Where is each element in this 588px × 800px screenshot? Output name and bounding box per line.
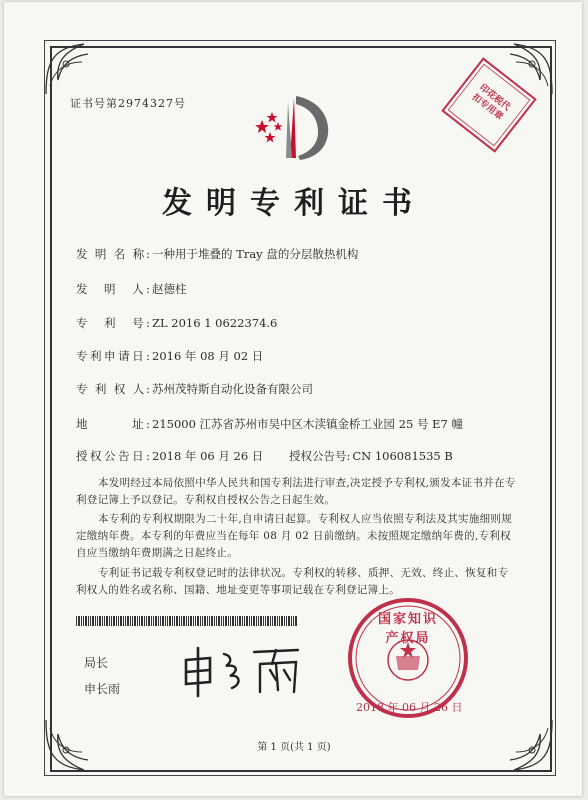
field-inventor [76, 281, 187, 297]
field-label: 专 利 权 人: [76, 382, 150, 396]
statement-paragraph-3: 专利证书记载专利权登记时的法律状况。专利权的转移、质押、无效、终止、恢复和专利权人的姓名或名称、国籍、地址变更等事项记载在专利登记簿上。 [76, 567, 509, 596]
field-value: 2016 年 08 月 02 日 [152, 349, 264, 363]
field-value: 一种用于堆叠的 Tray 盘的分层散热机构 [152, 247, 359, 261]
director-name: 申长雨 [84, 682, 121, 696]
cnipa-logo-icon [248, 92, 338, 164]
page-number: 第 1 页(共 1 页) [257, 742, 331, 753]
field-value: ZL 2016 1 0622374.6 [152, 316, 278, 330]
field-label: 专利申请日: [76, 349, 150, 363]
field-value: 2018 年 06 月 26 日 [152, 449, 264, 463]
field-label: 授权公告日: [76, 449, 150, 463]
field-value: 215000 江苏省苏州市吴中区木渎镇金桥工业园 25 号 E7 幢 [152, 417, 464, 431]
page-title: 发明专利证书 [162, 186, 426, 221]
field-label: 专 利 号: [76, 316, 150, 330]
barcode [76, 616, 298, 626]
field-label: 发 明 人: [76, 282, 150, 296]
seal-text: 国家知识产权局 [377, 612, 438, 646]
statement-paragraph-1: 本发明经过本局依照中华人民共和国专利法进行审查,决定授予专利权,颁发本证书并在专利登记簿上予以登记。专利权自授权公告之日起生效。 [76, 477, 516, 506]
field-grant-date [76, 448, 453, 464]
field-filing-date [76, 348, 263, 364]
director-title: 局长 [84, 656, 109, 670]
field-value: CN 106081535 B [352, 449, 453, 463]
director-signature [180, 640, 310, 700]
certificate-number: 证书号第2974327号 [70, 97, 186, 110]
field-value: 苏州茂特斯自动化设备有限公司 [152, 382, 313, 396]
field-patent-number [76, 315, 277, 331]
corner-ornament-top-left [44, 40, 104, 96]
field-value: 赵德柱 [152, 282, 187, 296]
statement-paragraph-2: 本专利的专利权期限为二十年,自申请日起算。专利权人应当依照专利法及其实施细则规定缴纳年费。本专利的年费应当在每年 08 月 02 日前缴纳。未按照规定缴纳年费的,专利权自应当缴纳年费期满之日起终止。 [76, 513, 513, 559]
tax-stamp-text: 印花税代扣专用章 [469, 82, 512, 123]
field-label: 发 明 名 称: [76, 247, 150, 261]
field-label: 授权公告号: [288, 449, 351, 463]
field-address [76, 416, 463, 432]
field-invention-name [76, 246, 358, 262]
field-label: 地 址: [76, 417, 150, 431]
seal-date: 2018 年 06 月 26 日 [356, 701, 463, 714]
field-patentee [76, 381, 313, 397]
